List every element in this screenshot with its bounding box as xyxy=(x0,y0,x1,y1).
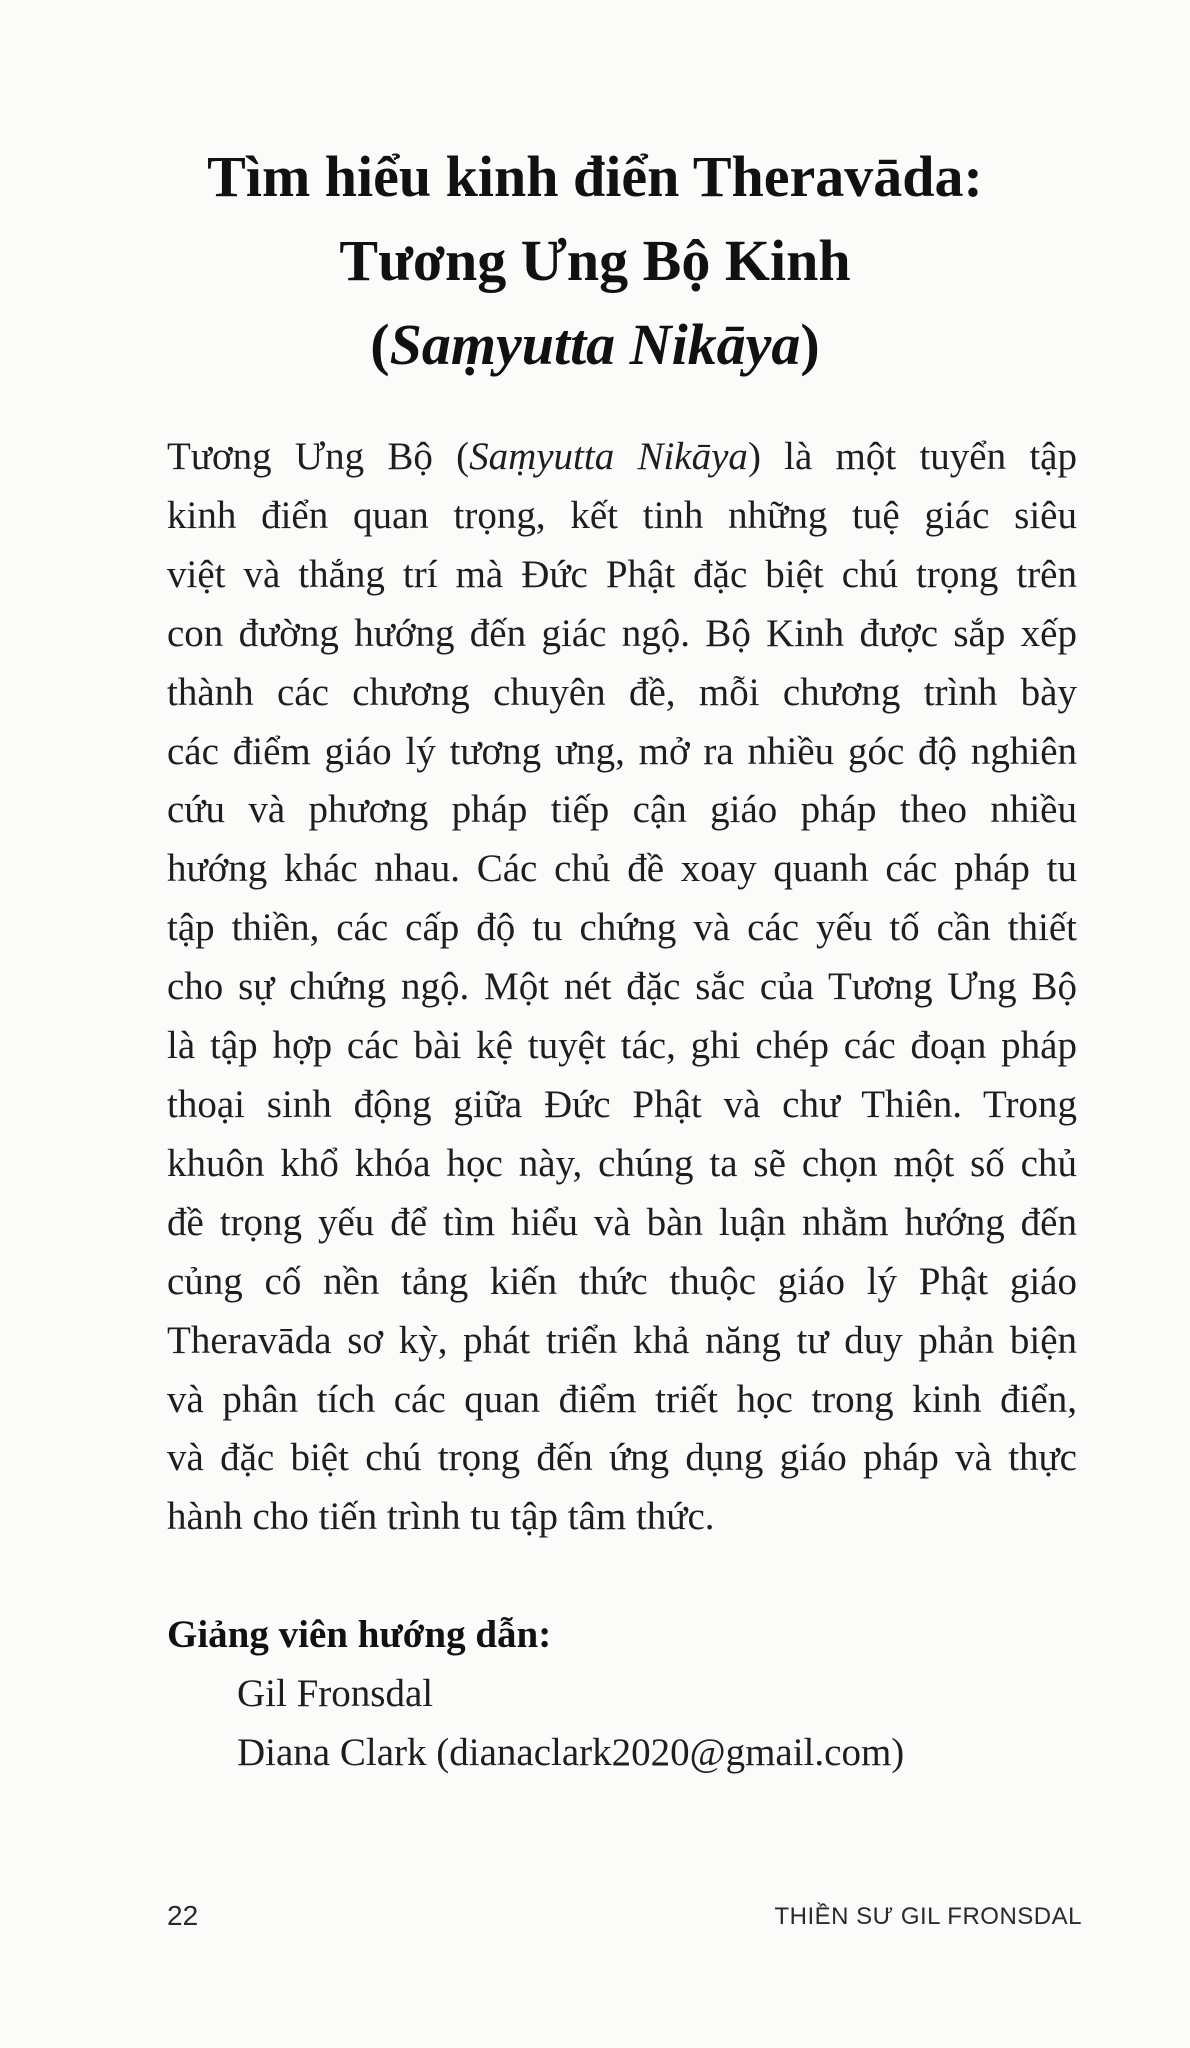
body-line xyxy=(167,428,1077,487)
body-line: con đường hướng đến giác ngộ. Bộ Kinh được sắp xếp xyxy=(167,611,1077,655)
title-line-1: Tìm hiểu kinh điển Theravāda: xyxy=(207,143,983,209)
body-line: việt và thắng trí mà Đức Phật đặc biệt chú trọng trên xyxy=(167,552,1077,596)
body-line: cứu và phương pháp tiếp cận giáo pháp theo nhiều xyxy=(167,788,1077,832)
body-line: đề trọng yếu để tìm hiểu và bàn luận nhằm hướng đến xyxy=(167,1200,1077,1244)
body-line-1-end: ) là một tuyển tập xyxy=(747,435,1077,478)
instructor-name: Gil Fronsdal xyxy=(237,1672,434,1715)
body-line: hướng khác nhau. Các chủ đề xoay quanh các pháp tu xyxy=(167,847,1077,891)
title-paren-open: ( xyxy=(370,311,390,377)
body-line: thoại sinh động giữa Đức Phật và chư Thiên. Trong xyxy=(167,1082,1077,1126)
title-line-3 xyxy=(0,303,1190,387)
body-line: và phân tích các quan điểm triết học trong kinh điển, xyxy=(167,1377,1077,1421)
body-line: là tập hợp các bài kệ tuyệt tác, ghi chép các đoạn pháp xyxy=(167,1024,1077,1068)
body-paragraph xyxy=(167,428,1077,1547)
body-line: thành các chương chuyên đề, mỗi chương trình bày xyxy=(167,670,1077,714)
body-line-1-pali: Saṃyutta Nikāya xyxy=(469,435,748,478)
title-pali-name: Saṃyutta Nikāya xyxy=(389,311,801,377)
body-line: cho sự chứng ngộ. Một nét đặc sắc của Tương Ưng Bộ xyxy=(167,965,1077,1009)
running-footer-author: THIỀN SƯ GIL FRONSDAL xyxy=(774,1903,1082,1930)
instructors-label: Giảng viên hướng dẫn: xyxy=(167,1613,552,1656)
body-line-1-start: Tương Ưng Bộ ( xyxy=(167,435,470,478)
body-line: khuôn khổ khóa học này, chúng ta sẽ chọn một số chủ xyxy=(167,1141,1077,1185)
body-line: các điểm giáo lý tương ưng, mở ra nhiều góc độ nghiên xyxy=(167,729,1077,773)
body-line: hành cho tiến trình tu tập tâm thức. xyxy=(167,1495,715,1539)
body-line: tập thiền, các cấp độ tu chứng và các yếu tố cần thiết xyxy=(167,906,1077,950)
title-paren-close: ) xyxy=(800,311,820,377)
body-line: và đặc biệt chú trọng đến ứng dụng giáo pháp và thực xyxy=(167,1436,1077,1480)
instructors-section xyxy=(167,1605,1067,1782)
page-number: 22 xyxy=(167,1900,199,1931)
title-line-2: Tương Ưng Bộ Kinh xyxy=(339,227,851,293)
body-line: kinh điển quan trọng, kết tinh những tuệ giác siêu xyxy=(167,493,1077,537)
chapter-title xyxy=(0,135,1190,387)
body-line: Theravāda sơ kỳ, phát triển khả năng tư duy phản biện xyxy=(167,1318,1077,1362)
body-line: củng cố nền tảng kiến thức thuộc giáo lý Phật giáo xyxy=(167,1259,1077,1303)
instructor-name: Diana Clark (dianaclark2020@gmail.com) xyxy=(237,1731,905,1774)
